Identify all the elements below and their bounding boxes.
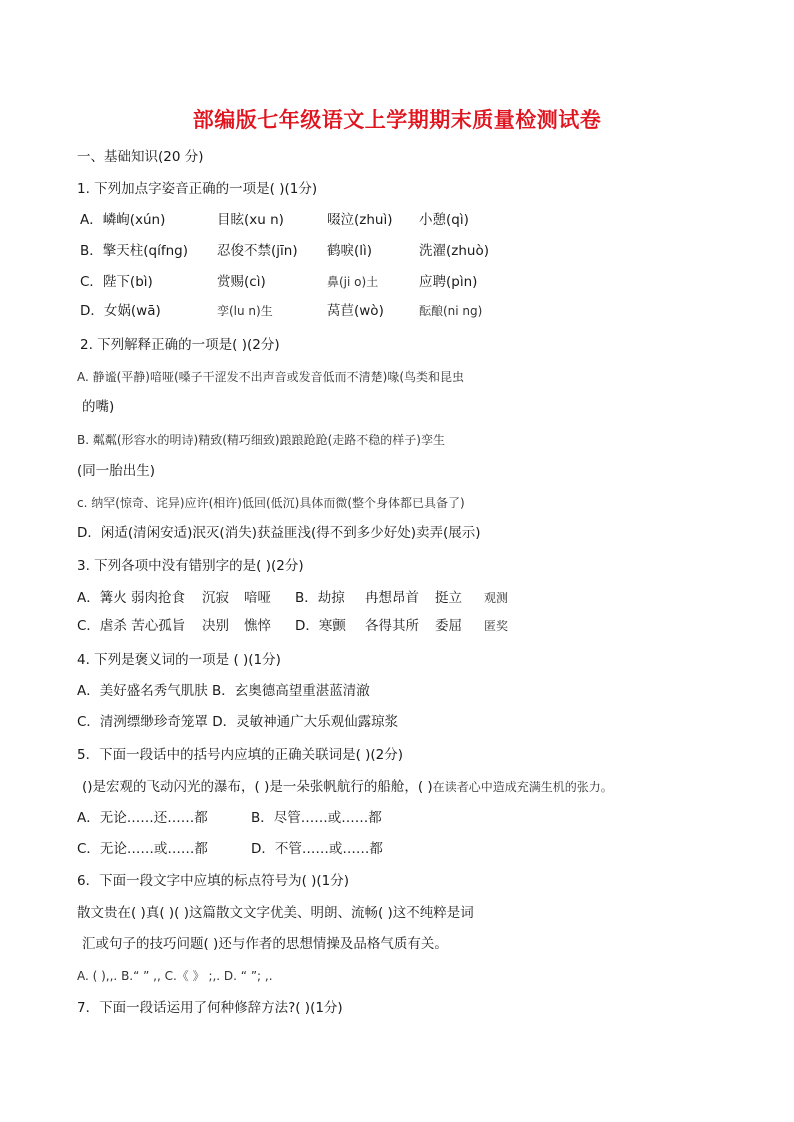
- q2-option-a-cont: 的嘴): [82, 399, 115, 415]
- q2-option-b: B. 粼粼(形容水的明诗)精致(精巧细致)踉踉跄跄(走路不稳的样子)孪生: [77, 433, 445, 447]
- question-7-stem: 7．下面一段话运用了何种修辞方法?( )(1分): [77, 1000, 343, 1016]
- q3-cell: B．劫掠: [295, 590, 345, 606]
- q1-cell: 莴苣(wò): [327, 303, 384, 319]
- q3-cell: 挺立: [435, 590, 462, 606]
- q5-option-d: D．不管……或……都: [251, 841, 383, 857]
- q5-passage: [82, 778, 613, 796]
- q1-cell: 鹤唳(lì): [327, 243, 373, 259]
- q1-cell: 应聘(pìn): [419, 274, 478, 290]
- q1-cell: 目眩(xu n): [217, 212, 284, 228]
- question-3-stem: 3. 下列各项中没有错别字的是( )(2分): [77, 558, 304, 574]
- q3-option-row-cd: [77, 617, 508, 635]
- q3-cell: 观测: [484, 591, 509, 605]
- question-1-stem: 1. 下列加点字姿音正确的一项是( )(1分): [77, 181, 318, 197]
- question-4-stem: 4. 下列是褒义词的一项是 ( )(1分): [77, 652, 281, 668]
- q3-cell: D．寒颤: [295, 618, 346, 634]
- q1-option-row-a: [80, 211, 469, 229]
- q1-cell: C．陛下(bì): [80, 274, 153, 290]
- q1-cell: 孪(lu n)生: [217, 304, 273, 318]
- q2-option-c: c. 纳罕(惊奇、诧异)应许(相许)低回(低沉)具体而微(整个身体都已具备了): [77, 496, 465, 510]
- q1-option-row-d: [80, 302, 482, 320]
- q4-option-cd: C．清洌缥缈珍奇笼罩 D．灵敏神通广大乐观仙露琼浆: [77, 714, 399, 730]
- q2-option-b-cont: (同一胎出生): [77, 463, 156, 479]
- q1-option-row-c: [80, 273, 477, 291]
- q1-cell: 鼻(ji o)土: [327, 275, 379, 289]
- q2-option-d: D．闲适(清闲安适)泯灭(消失)获益匪浅(得不到多少好处)卖弄(展示): [77, 525, 481, 541]
- section-heading: 一、基础知识(20 分): [77, 149, 204, 165]
- q3-cell: 各得其所: [365, 618, 419, 634]
- q3-cell: 喑哑: [244, 590, 271, 606]
- question-2-stem: 2. 下列解释正确的一项是( )(2分): [80, 337, 280, 353]
- q1-cell: 啜泣(zhuì): [327, 212, 393, 228]
- q5-passage-main: ()是宏观的飞动闪光的瀑布，( )是一朵张帆航行的船舱，( ): [82, 779, 433, 795]
- q4-option-ab: A．美好盛名秀气肌肤 B．玄奥德高望重湛蓝清澈: [77, 683, 370, 699]
- question-5-stem: 5．下面一段话中的括号内应填的正确关联词是( )(2分): [77, 747, 404, 763]
- page-title: 部编版七年级语文上学期期末质量检测试卷: [192, 108, 602, 132]
- q3-cell: 委屈: [435, 618, 462, 634]
- q6-passage-line-2: 汇或句子的技巧问题( )还与作者的思想情操及品格气质有关。: [82, 936, 448, 952]
- q3-cell: A．篝火 弱肉抢食: [77, 590, 186, 606]
- q3-cell: C．虐杀 苦心孤旨: [77, 618, 186, 634]
- question-6-stem: 6．下面一段文字中应填的标点符号为( )(1分): [77, 873, 350, 889]
- q1-option-row-b: [80, 242, 489, 260]
- q1-cell: 忍俊不禁(jīn): [217, 243, 298, 259]
- q1-cell: 小憩(qì): [419, 212, 469, 228]
- q1-cell: D．女娲(wā): [80, 303, 161, 319]
- q5-option-c: C．无论……或……都: [77, 841, 208, 857]
- q6-options: A. ( ),,. B.“ ” ,, C.《 》 ;,. D. “ ”; ,.: [77, 969, 273, 983]
- q5-option-row-cd: [77, 840, 383, 858]
- q5-option-a: A．无论……还……都: [77, 810, 208, 826]
- q1-cell: 赏赐(cì): [217, 274, 266, 290]
- q3-cell: 憔悴: [244, 618, 271, 634]
- q1-cell: 酝酿(ni ng): [419, 304, 483, 318]
- q5-passage-tail: 在读者心中造成充满生机的张力。: [432, 780, 613, 794]
- q3-cell: 冉想昂首: [365, 590, 419, 606]
- q5-option-row-ab: [77, 809, 382, 827]
- q3-cell: 沉寂: [202, 590, 229, 606]
- q3-cell: 决别: [202, 618, 229, 634]
- q1-cell: 洗濯(zhuò): [419, 243, 489, 259]
- q1-cell: A．嶙峋(xún): [80, 212, 166, 228]
- q5-option-b: B．尽管……或……都: [251, 810, 382, 826]
- q3-cell: 匿奖: [484, 619, 509, 633]
- q2-option-a: A. 静谧(平静)喑哑(嗓子干涩发不出声音或发音低而不清楚)喙(鸟类和昆虫: [77, 370, 465, 384]
- q1-cell: B．擎天柱(qífng): [80, 243, 188, 259]
- q3-option-row-ab: [77, 589, 508, 607]
- q6-passage-line-1: 散文贵在( )真( )( )这篇散文文字优美、明朗、流畅( )这不纯粹是词: [77, 905, 474, 921]
